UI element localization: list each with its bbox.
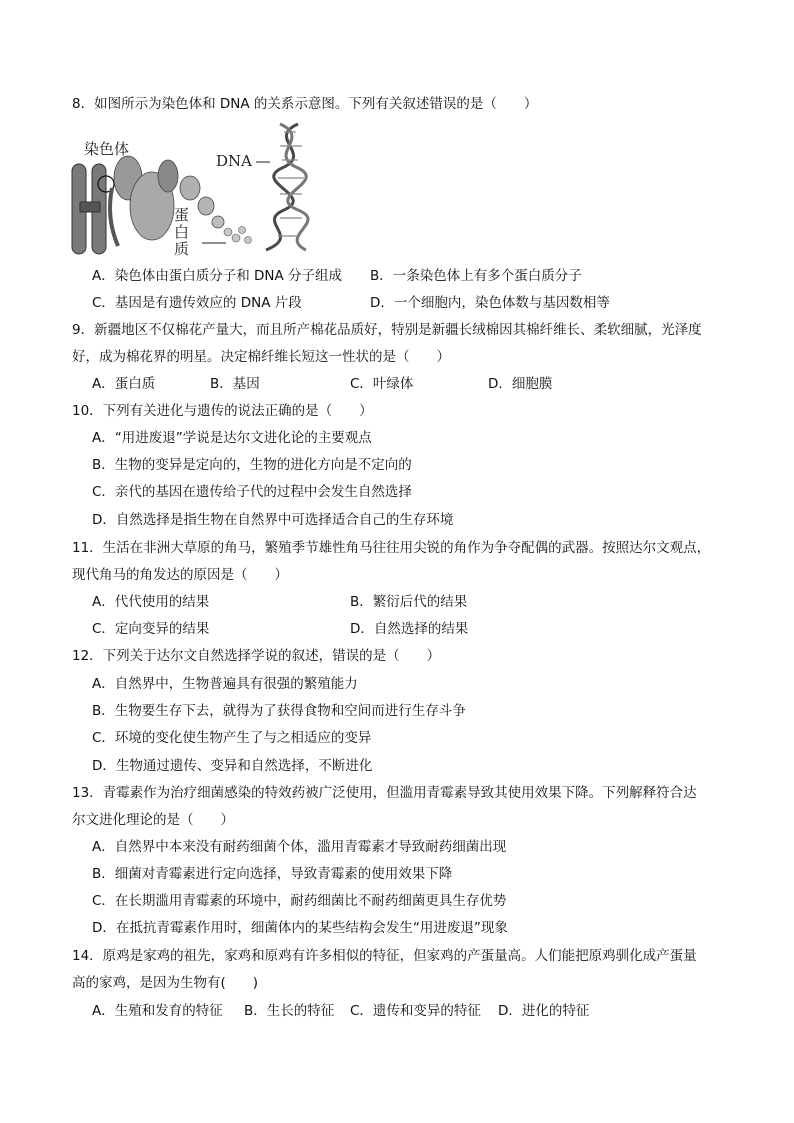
question-8-option-a: A．染色体由蛋白质分子和 DNA 分子组成: [92, 268, 343, 284]
question-11-option-c: C．定向变异的结果: [92, 621, 210, 637]
question-10-option-b: B．生物的变异是定向的，生物的进化方向是不定向的: [92, 457, 412, 473]
question-14-option-d: D．进化的特征: [498, 1003, 590, 1019]
question-9-stem-line-2: 好，成为棉花界的明星。决定棉纤维长短这一性状的是（ ）: [72, 349, 450, 365]
question-11-option-d: D．自然选择的结果: [350, 621, 469, 637]
question-14-option-b: B．生长的特征: [244, 1003, 335, 1019]
question-10-stem: 10．下列有关进化与遗传的说法正确的是（ ）: [72, 403, 373, 419]
figure-label-dna: DNA: [216, 152, 252, 170]
figure-label-chromosome: 染色体: [84, 140, 130, 158]
question-12-stem: 12．下列关于达尔文自然选择学说的叙述，错误的是（ ）: [72, 648, 441, 664]
question-10-option-a: A．“用进废退”学说是达尔文进化论的主要观点: [92, 430, 372, 446]
question-9-option-d: D．细胞膜: [488, 376, 553, 392]
question-11-option-b: B．繁衍后代的结果: [350, 594, 468, 610]
question-12-option-d: D．生物通过遗传、变异和自然选择，不断进化: [92, 758, 373, 774]
chromosome-dna-figure: [66, 118, 326, 258]
question-14-stem-line-2: 高的家鸡，是因为生物有( ): [72, 975, 259, 991]
question-8-option-c: C．基因是有遗传效应的 DNA 片段: [92, 295, 302, 311]
question-14-option-c: C．遗传和变异的特征: [350, 1003, 481, 1019]
figure-label-protein-3: 质: [174, 240, 190, 258]
question-8-option-b: B．一条染色体上有多个蛋白质分子: [370, 268, 582, 284]
question-11-option-a: A．代代使用的结果: [92, 594, 210, 610]
question-13-option-b: B．细菌对青霉素进行定向选择，导致青霉素的使用效果下降: [92, 866, 453, 882]
question-10-option-c: C．亲代的基因在遗传给子代的过程中会发生自然选择: [92, 484, 412, 500]
question-9-option-c: C．叶绿体: [350, 376, 414, 392]
question-12-option-a: A．自然界中，生物普遍具有很强的繁殖能力: [92, 676, 358, 692]
question-11-stem-line-2: 现代角马的角发达的原因是（ ）: [72, 567, 288, 583]
question-14-stem-line-1: 14．原鸡是家鸡的祖先，家鸡和原鸡有许多相似的特征，但家鸡的产蛋量高。人们能把原鸡驯化成产蛋量: [72, 948, 697, 964]
question-13-stem-line-2: 尔文进化理论的是（ ）: [72, 812, 234, 828]
question-9-stem-line-1: 9．新疆地区不仅棉花产量大，而且所产棉花品质好，特别是新疆长绒棉因其棉纤维长、柔软细腻，光泽度: [72, 322, 702, 338]
question-14-option-a: A．生殖和发育的特征: [92, 1003, 223, 1019]
question-10-option-d: D．自然选择是指生物在自然界中可选择适合自己的生存环境: [92, 512, 454, 528]
question-8-stem: 8．如图所示为染色体和 DNA 的关系示意图。下列有关叙述错误的是（ ）: [72, 96, 538, 112]
figure-label-protein-1: 蛋: [174, 206, 190, 224]
question-9-option-b: B．基因: [210, 376, 260, 392]
question-13-option-c: C．在长期滥用青霉素的环境中，耐药细菌比不耐药细菌更具生存优势: [92, 893, 507, 909]
question-12-option-c: C．环境的变化使生物产生了与之相适应的变异: [92, 730, 372, 746]
question-8-option-d: D．一个细胞内，染色体数与基因数相等: [370, 295, 610, 311]
question-12-option-b: B．生物要生存下去，就得为了获得食物和空间而进行生存斗争: [92, 703, 466, 719]
question-9-option-a: A．蛋白质: [92, 376, 156, 392]
question-13-option-d: D．在抵抗青霉素作用时，细菌体内的某些结构会发生“用进废退”现象: [92, 920, 508, 936]
question-13-stem-line-1: 13．青霉素作为治疗细菌感染的特效药被广泛使用，但滥用青霉素导致其使用效果下降。下列解释符合达: [72, 785, 697, 801]
figure-label-protein-2: 白: [174, 223, 190, 241]
question-13-option-a: A．自然界中本来没有耐药细菌个体，滥用青霉素才导致耐药细菌出现: [92, 839, 507, 855]
question-11-stem-line-1: 11．生活在非洲大草原的角马，繁殖季节雄性角马往往用尖锐的角作为争夺配偶的武器。按照达尔文观点，: [72, 540, 711, 556]
